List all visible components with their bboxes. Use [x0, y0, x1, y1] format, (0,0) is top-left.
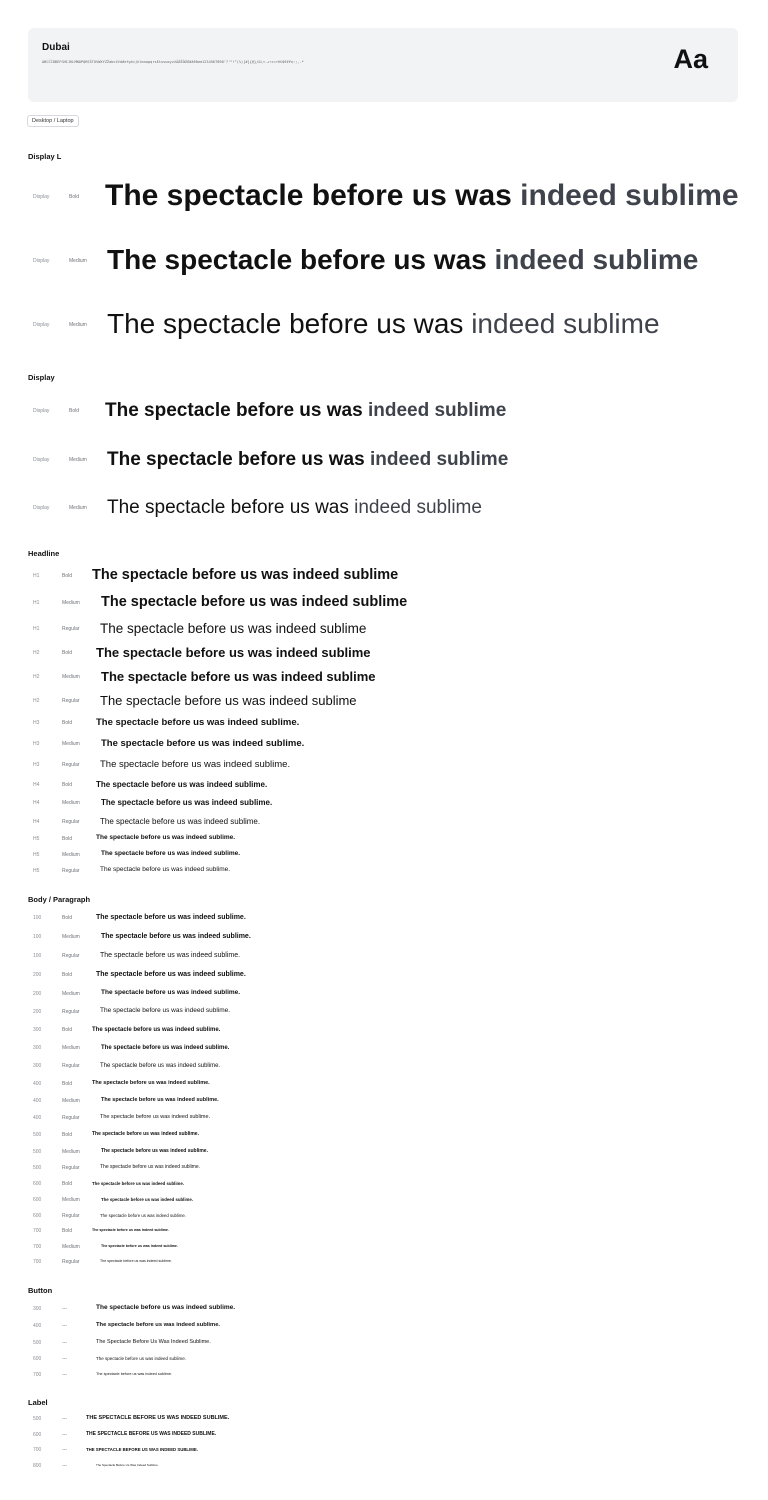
- headline-size-label: H4: [33, 819, 40, 825]
- headline-size-label: H5: [33, 852, 40, 858]
- display-size-label: Display: [33, 505, 50, 511]
- button-size-label: 700: [33, 1372, 42, 1378]
- display-row: [0, 448, 768, 470]
- headline-row: [0, 834, 768, 842]
- label-weight-label: ---: [62, 1463, 67, 1469]
- sample-lead: The spectacle before us was: [105, 178, 521, 212]
- display-row: [0, 399, 768, 421]
- body-weight-label: Regular: [62, 953, 80, 959]
- body-sample-text: The spectacle before us was indeed sublime.: [100, 1212, 186, 1218]
- label-row: [0, 1446, 768, 1453]
- display-weight-label: Bold: [69, 408, 80, 414]
- headline-row: [0, 644, 768, 660]
- body-size-label: 600: [33, 1181, 42, 1187]
- headline-size-label: H3: [33, 720, 40, 726]
- body-size-label: 200: [33, 991, 42, 997]
- display-row: [0, 496, 768, 518]
- headline-sample-text: The spectacle before us was indeed sublime.: [100, 758, 291, 770]
- label-weight-label: ---: [62, 1447, 67, 1453]
- body-weight-label: Regular: [62, 1009, 80, 1015]
- headline-size-label: H2: [33, 698, 40, 704]
- headline-weight-label: Regular: [62, 762, 80, 768]
- headline-row: [0, 797, 768, 807]
- label-size-label: 600: [33, 1432, 42, 1438]
- body-size-label: 100: [33, 953, 42, 959]
- headline-sample-text: The spectacle before us was indeed sublime: [101, 668, 376, 684]
- display-l-sample-text: [107, 243, 699, 275]
- headline-sample-text: The spectacle before us was indeed sublime.: [101, 850, 241, 858]
- body-weight-label: Bold: [62, 915, 73, 921]
- body-sample-text: The spectacle before us was indeed sublime.: [92, 1131, 199, 1138]
- body-row: [0, 1180, 768, 1187]
- body-row: [0, 1113, 768, 1121]
- headline-row: [0, 567, 768, 584]
- sample-lead: The spectacle before us was: [107, 307, 472, 339]
- display-sample-text: [107, 498, 482, 517]
- headline-sample-text: The spectacle before us was indeed sublime.: [96, 716, 300, 728]
- body-sample-text: The spectacle before us was indeed sublime.: [100, 1113, 211, 1120]
- body-size-label: 100: [33, 934, 42, 940]
- body-sample-text: The spectacle before us was indeed sublime.: [101, 1096, 219, 1103]
- body-sample-text: The spectacle before us was indeed sublime.: [92, 1228, 169, 1233]
- sample-tail: indeed sublime: [494, 243, 699, 275]
- headline-weight-label: Medium: [62, 600, 80, 606]
- body-weight-label: Regular: [62, 1259, 80, 1265]
- sample-tail: indeed sublime: [354, 496, 482, 518]
- headline-row: [0, 850, 768, 858]
- section-label: Label: [28, 1398, 48, 1407]
- headline-sample-text: The spectacle before us was indeed sublime.: [96, 834, 236, 842]
- sample-tail: indeed sublime: [367, 399, 507, 421]
- display-sample-text: [105, 401, 506, 420]
- display-l-size-label: Display: [33, 258, 50, 264]
- headline-sample-text: The spectacle before us was indeed sublime.: [100, 816, 261, 826]
- display-weight-label: Medium: [69, 457, 87, 463]
- body-weight-label: Regular: [62, 1165, 80, 1171]
- body-weight-label: Bold: [62, 1027, 73, 1033]
- display-l-size-label: Display: [33, 322, 50, 328]
- body-weight-label: Medium: [62, 1197, 80, 1203]
- button-sample-text: The spectacle before us was indeed sublime.: [96, 1355, 187, 1361]
- body-row: [0, 952, 768, 960]
- headline-row: [0, 594, 768, 611]
- headline-size-label: H1: [33, 573, 40, 579]
- body-size-label: 400: [33, 1098, 42, 1104]
- body-sample-text: The spectacle before us was indeed sublime.: [101, 933, 251, 941]
- body-row: [0, 1148, 768, 1155]
- device-tag: Desktop / Laptop: [27, 115, 79, 127]
- body-weight-label: Medium: [62, 1244, 80, 1250]
- label-size-label: 700: [33, 1447, 42, 1453]
- body-row: [0, 1026, 768, 1033]
- label-size-label: 800: [33, 1463, 42, 1469]
- section-display: Display: [28, 373, 55, 382]
- body-row: [0, 1244, 768, 1250]
- body-weight-label: Medium: [62, 1098, 80, 1104]
- body-sample-text: The spectacle before us was indeed sublime.: [100, 1164, 201, 1171]
- headline-size-label: H3: [33, 741, 40, 747]
- body-sample-text: The spectacle before us was indeed sublime.: [100, 1259, 172, 1264]
- body-size-label: 600: [33, 1213, 42, 1219]
- headline-row: [0, 816, 768, 826]
- label-sample-text: The Spectacle Before Us Was Indeed Sublime.: [96, 1463, 159, 1468]
- section-headline: Headline: [28, 549, 60, 558]
- headline-sample-text: The spectacle before us was indeed sublime: [92, 567, 399, 584]
- headline-weight-label: Medium: [62, 741, 80, 747]
- headline-weight-label: Regular: [62, 868, 80, 874]
- headline-weight-label: Regular: [62, 698, 80, 704]
- body-size-label: 700: [33, 1228, 42, 1234]
- body-row: [0, 1228, 768, 1234]
- button-weight-label: ---: [62, 1372, 67, 1378]
- body-row: [0, 1062, 768, 1069]
- headline-weight-label: Bold: [62, 836, 73, 842]
- body-row: [0, 989, 768, 997]
- section-display-l: Display L: [28, 152, 62, 161]
- display-l-size-label: Display: [33, 194, 50, 200]
- headline-row: [0, 620, 768, 636]
- headline-weight-label: Regular: [62, 819, 80, 825]
- label-sample-text: THE SPECTACLE BEFORE US WAS INDEED SUBLIME.: [86, 1414, 230, 1421]
- body-sample-text: The spectacle before us was indeed sublime.: [101, 989, 241, 997]
- body-size-label: 300: [33, 1045, 42, 1051]
- body-sample-text: The spectacle before us was indeed sublime.: [92, 1079, 210, 1086]
- body-weight-label: Medium: [62, 1149, 80, 1155]
- body-row: [0, 1259, 768, 1265]
- body-weight-label: Bold: [62, 1181, 73, 1187]
- button-weight-label: ---: [62, 1323, 67, 1329]
- headline-weight-label: Bold: [62, 720, 73, 726]
- body-row: [0, 1212, 768, 1219]
- display-l-row: [0, 243, 768, 275]
- button-sample-text: The Spectacle Before Us Was Indeed Sublime.: [96, 1338, 211, 1345]
- headline-sample-text: The spectacle before us was indeed sublime: [100, 620, 367, 636]
- body-row: [0, 1079, 768, 1087]
- font-preview-aa: Aa: [673, 44, 708, 74]
- body-sample-text: The spectacle before us was indeed sublime.: [96, 971, 246, 979]
- body-weight-label: Regular: [62, 1213, 80, 1219]
- display-size-label: Display: [33, 457, 50, 463]
- sample-tail: indeed sublime: [369, 448, 509, 470]
- body-sample-text: The spectacle before us was indeed sublime.: [92, 1180, 184, 1186]
- headline-size-label: H4: [33, 782, 40, 788]
- button-weight-label: ---: [62, 1356, 67, 1362]
- label-sample-text: THE SPECTACLE BEFORE US WAS INDEED SUBLIME.: [86, 1446, 198, 1452]
- button-size-label: 600: [33, 1356, 42, 1362]
- button-size-label: 300: [33, 1306, 42, 1312]
- body-row: [0, 1196, 768, 1203]
- button-row: [0, 1355, 768, 1362]
- display-size-label: Display: [33, 408, 50, 414]
- headline-size-label: H1: [33, 600, 40, 606]
- label-sample-text: THE SPECTACLE BEFORE US WAS INDEED SUBLIME.: [86, 1431, 217, 1438]
- section-body-paragraph: Body / Paragraph: [28, 895, 91, 904]
- font-specimen-card: [28, 28, 738, 102]
- headline-sample-text: The spectacle before us was indeed sublime: [96, 644, 371, 660]
- button-size-label: 400: [33, 1323, 42, 1329]
- body-weight-label: Bold: [62, 1132, 73, 1138]
- headline-row: [0, 758, 768, 770]
- label-row: [0, 1463, 768, 1469]
- display-l-row: [0, 178, 768, 212]
- headline-sample-text: The spectacle before us was indeed sublime.: [100, 866, 231, 874]
- button-sample-text: The spectacle before us was indeed sublime.: [96, 1371, 172, 1376]
- body-size-label: 700: [33, 1259, 42, 1265]
- display-l-weight-label: Bold: [69, 194, 80, 200]
- button-sample-text: The spectacle before us was indeed sublime.: [96, 1304, 236, 1312]
- body-sample-text: The spectacle before us was indeed sublime.: [101, 1196, 193, 1202]
- headline-row: [0, 668, 768, 684]
- body-weight-label: Bold: [62, 972, 73, 978]
- body-size-label: 500: [33, 1149, 42, 1155]
- headline-weight-label: Medium: [62, 852, 80, 858]
- headline-row: [0, 716, 768, 728]
- button-weight-label: ---: [62, 1306, 67, 1312]
- body-row: [0, 933, 768, 941]
- body-sample-text: The spectacle before us was indeed sublime.: [100, 952, 241, 960]
- headline-size-label: H3: [33, 762, 40, 768]
- headline-sample-text: The spectacle before us was indeed sublime.: [96, 779, 268, 789]
- body-size-label: 500: [33, 1165, 42, 1171]
- body-size-label: 600: [33, 1197, 42, 1203]
- display-l-sample-text: [105, 178, 739, 212]
- headline-size-label: H1: [33, 626, 40, 632]
- headline-sample-text: The spectacle before us was indeed sublime: [100, 692, 357, 708]
- body-sample-text: The spectacle before us was indeed sublime.: [101, 1244, 178, 1249]
- body-sample-text: The spectacle before us was indeed sublime.: [100, 1062, 221, 1069]
- body-row: [0, 1007, 768, 1015]
- display-l-sample-text: [107, 307, 660, 339]
- sample-lead: The spectacle before us was: [105, 399, 368, 421]
- body-weight-label: Regular: [62, 1115, 80, 1121]
- body-row: [0, 1096, 768, 1104]
- body-weight-label: Medium: [62, 934, 80, 940]
- body-row: [0, 971, 768, 979]
- headline-size-label: H4: [33, 800, 40, 806]
- body-size-label: 400: [33, 1081, 42, 1087]
- body-weight-label: Bold: [62, 1228, 73, 1234]
- label-row: [0, 1431, 768, 1438]
- headline-weight-label: Bold: [62, 573, 73, 579]
- sample-lead: The spectacle before us was: [107, 448, 370, 470]
- headline-sample-text: The spectacle before us was indeed sublime.: [101, 737, 305, 749]
- headline-weight-label: Regular: [62, 626, 80, 632]
- label-weight-label: ---: [62, 1432, 67, 1438]
- body-weight-label: Bold: [62, 1081, 73, 1087]
- display-l-row: [0, 307, 768, 339]
- display-weight-label: Medium: [69, 505, 87, 511]
- sample-tail: indeed sublime: [520, 178, 739, 212]
- body-row: [0, 1131, 768, 1138]
- display-l-weight-label: Medium: [69, 322, 87, 328]
- headline-weight-label: Medium: [62, 674, 80, 680]
- button-weight-label: ---: [62, 1340, 67, 1346]
- body-weight-label: Medium: [62, 991, 80, 997]
- sample-tail: indeed sublime: [471, 307, 660, 339]
- body-size-label: 200: [33, 1009, 42, 1015]
- body-weight-label: Regular: [62, 1063, 80, 1069]
- body-size-label: 100: [33, 915, 42, 921]
- body-sample-text: The spectacle before us was indeed sublime.: [92, 1026, 221, 1033]
- body-sample-text: The spectacle before us was indeed sublime.: [96, 914, 246, 922]
- headline-weight-label: Medium: [62, 800, 80, 806]
- button-row: [0, 1371, 768, 1378]
- button-row: [0, 1304, 768, 1312]
- body-size-label: 700: [33, 1244, 42, 1250]
- headline-sample-text: The spectacle before us was indeed sublime.: [101, 797, 273, 807]
- headline-size-label: H2: [33, 674, 40, 680]
- glyph-set: ABCČĆDĐEFGHIJKLMNOPQRSŠTUVWXYZŽabcčćdđefghijklmnopqrsštuvwxyzžĂÂÊÔƠƯăâêôơư1234567890‘?’“!”(%)[#]{@}/&\<-+÷×=>®©$€£¥¢:;,.*: [42, 60, 304, 64]
- body-size-label: 400: [33, 1115, 42, 1121]
- body-size-label: 200: [33, 972, 42, 978]
- display-sample-text: [107, 450, 508, 469]
- button-sample-text: The spectacle before us was indeed sublime.: [96, 1321, 221, 1328]
- body-size-label: 300: [33, 1063, 42, 1069]
- font-name: Dubai: [42, 42, 70, 53]
- headline-size-label: H5: [33, 836, 40, 842]
- label-weight-label: ---: [62, 1416, 67, 1422]
- button-row: [0, 1321, 768, 1329]
- headline-weight-label: Bold: [62, 650, 73, 656]
- label-size-label: 500: [33, 1416, 42, 1422]
- body-size-label: 500: [33, 1132, 42, 1138]
- headline-size-label: H5: [33, 868, 40, 874]
- body-sample-text: The spectacle before us was indeed sublime.: [100, 1007, 231, 1015]
- sample-lead: The spectacle before us was: [107, 243, 495, 275]
- body-row: [0, 1044, 768, 1051]
- body-sample-text: The spectacle before us was indeed sublime.: [101, 1044, 230, 1051]
- headline-weight-label: Bold: [62, 782, 73, 788]
- body-row: [0, 914, 768, 922]
- label-row: [0, 1414, 768, 1422]
- button-size-label: 500: [33, 1340, 42, 1346]
- headline-size-label: H2: [33, 650, 40, 656]
- headline-row: [0, 692, 768, 708]
- headline-row: [0, 737, 768, 749]
- sample-lead: The spectacle before us was: [107, 496, 355, 518]
- headline-sample-text: The spectacle before us was indeed sublime: [101, 594, 408, 611]
- body-sample-text: The spectacle before us was indeed sublime.: [101, 1148, 208, 1155]
- body-size-label: 300: [33, 1027, 42, 1033]
- body-weight-label: Medium: [62, 1045, 80, 1051]
- display-l-weight-label: Medium: [69, 258, 87, 264]
- section-button: Button: [28, 1286, 53, 1295]
- headline-row: [0, 779, 768, 789]
- button-row: [0, 1338, 768, 1346]
- headline-row: [0, 866, 768, 874]
- body-row: [0, 1164, 768, 1171]
